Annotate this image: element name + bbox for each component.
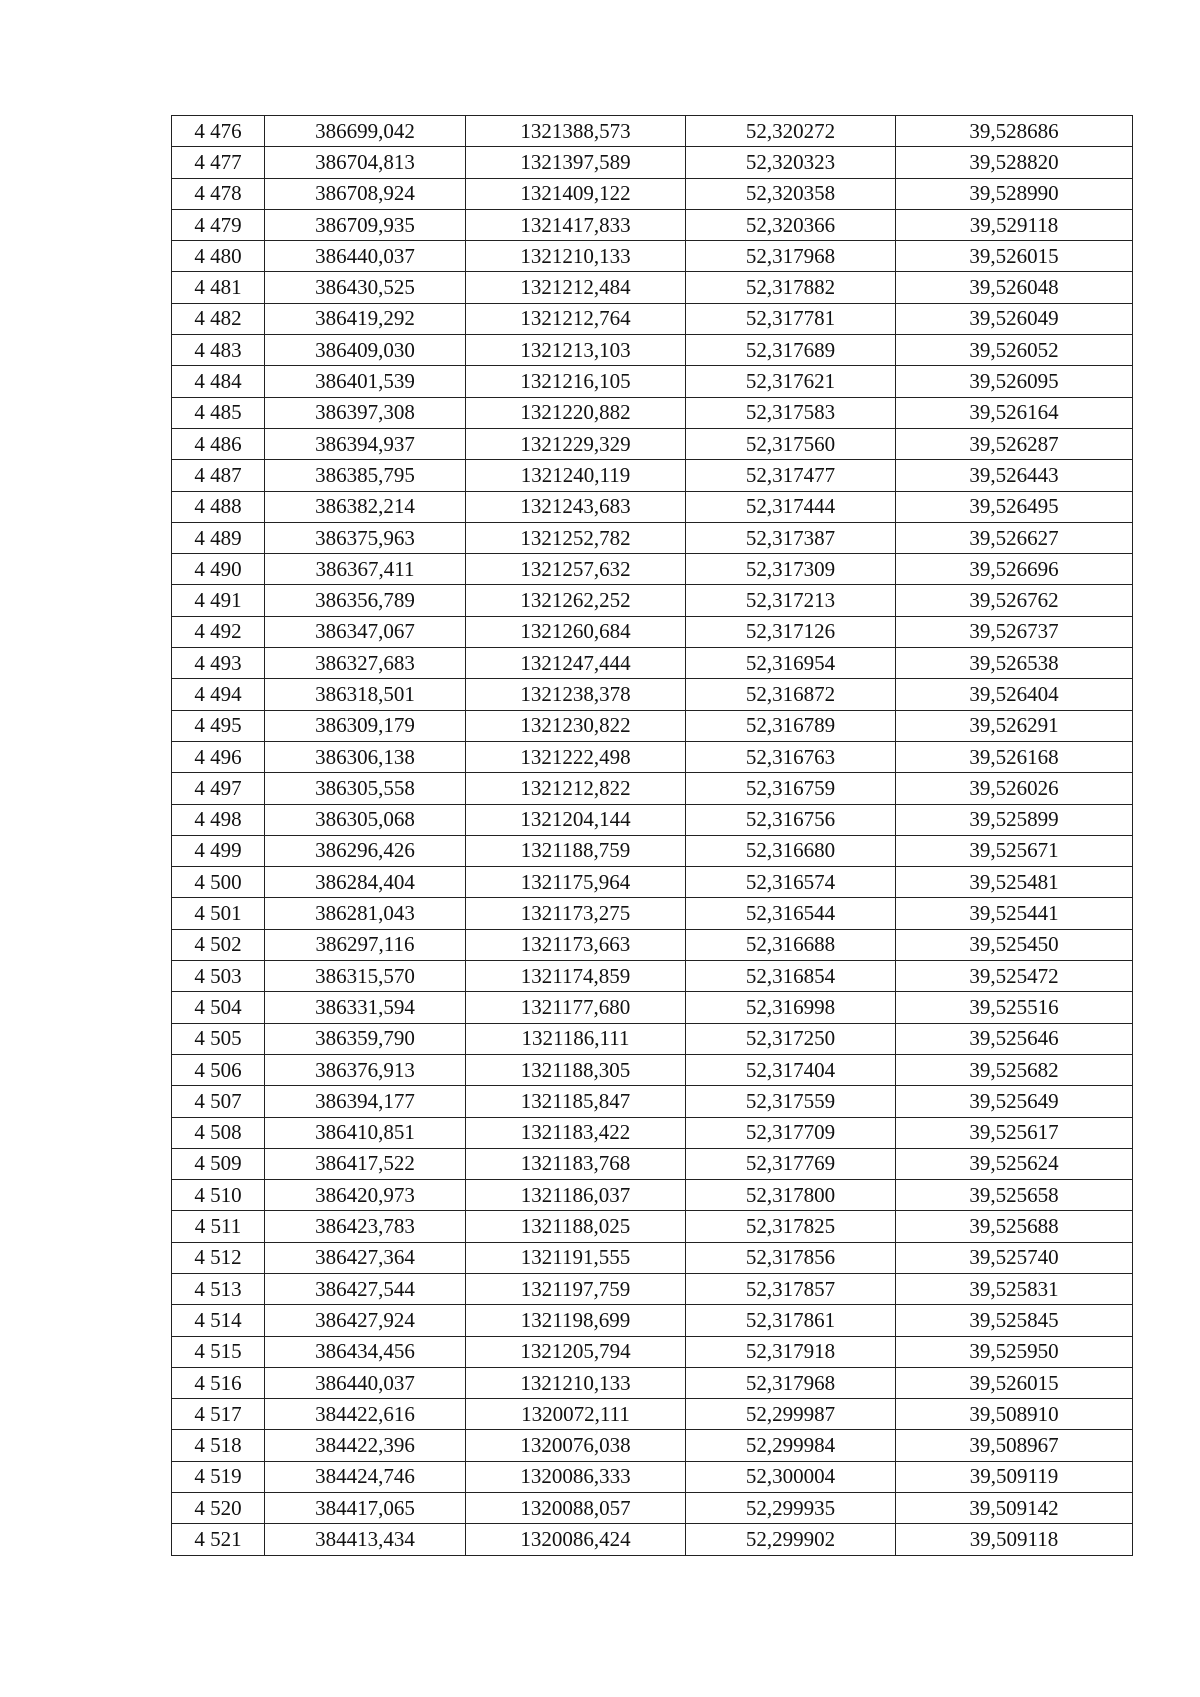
latitude-cell: 52,317689 — [686, 335, 896, 366]
longitude-cell: 39,526443 — [896, 460, 1133, 491]
point-number-cell: 4 510 — [172, 1180, 265, 1211]
longitude-cell: 39,508967 — [896, 1430, 1133, 1461]
x-coordinate-cell: 386356,789 — [265, 585, 466, 616]
longitude-cell: 39,508910 — [896, 1399, 1133, 1430]
longitude-cell: 39,525740 — [896, 1242, 1133, 1273]
longitude-cell: 39,528820 — [896, 147, 1133, 178]
latitude-cell: 52,317968 — [686, 241, 896, 272]
latitude-cell: 52,317882 — [686, 272, 896, 303]
y-coordinate-cell: 1321183,422 — [466, 1117, 686, 1148]
y-coordinate-cell: 1321216,105 — [466, 366, 686, 397]
point-number-cell: 4 491 — [172, 585, 265, 616]
longitude-cell: 39,525624 — [896, 1148, 1133, 1179]
latitude-cell: 52,317968 — [686, 1367, 896, 1398]
latitude-cell: 52,317559 — [686, 1086, 896, 1117]
longitude-cell: 39,509142 — [896, 1493, 1133, 1524]
y-coordinate-cell: 1321229,329 — [466, 428, 686, 459]
table-row — [172, 1430, 1133, 1461]
x-coordinate-cell: 386409,030 — [265, 335, 466, 366]
x-coordinate-cell: 386440,037 — [265, 241, 466, 272]
latitude-cell: 52,317444 — [686, 491, 896, 522]
longitude-cell: 39,525682 — [896, 1054, 1133, 1085]
table-row — [172, 804, 1133, 835]
y-coordinate-cell: 1320086,333 — [466, 1461, 686, 1492]
longitude-cell: 39,528686 — [896, 116, 1133, 147]
y-coordinate-cell: 1321191,555 — [466, 1242, 686, 1273]
longitude-cell: 39,526052 — [896, 335, 1133, 366]
x-coordinate-cell: 386315,570 — [265, 961, 466, 992]
longitude-cell: 39,525617 — [896, 1117, 1133, 1148]
longitude-cell: 39,526762 — [896, 585, 1133, 616]
y-coordinate-cell: 1321188,759 — [466, 835, 686, 866]
longitude-cell: 39,526404 — [896, 679, 1133, 710]
x-coordinate-cell: 386417,522 — [265, 1148, 466, 1179]
latitude-cell: 52,316680 — [686, 835, 896, 866]
point-number-cell: 4 490 — [172, 554, 265, 585]
y-coordinate-cell: 1321260,684 — [466, 616, 686, 647]
longitude-cell: 39,529118 — [896, 209, 1133, 240]
table-row — [172, 585, 1133, 616]
longitude-cell: 39,526026 — [896, 773, 1133, 804]
y-coordinate-cell: 1321188,305 — [466, 1054, 686, 1085]
latitude-cell: 52,317800 — [686, 1180, 896, 1211]
table-row — [172, 554, 1133, 585]
y-coordinate-cell: 1321220,882 — [466, 397, 686, 428]
longitude-cell: 39,526495 — [896, 491, 1133, 522]
x-coordinate-cell: 384422,616 — [265, 1399, 466, 1430]
table-row — [172, 460, 1133, 491]
latitude-cell: 52,299987 — [686, 1399, 896, 1430]
longitude-cell: 39,525646 — [896, 1023, 1133, 1054]
x-coordinate-cell: 386427,364 — [265, 1242, 466, 1273]
table-row — [172, 522, 1133, 553]
latitude-cell: 52,316688 — [686, 929, 896, 960]
latitude-cell: 52,316872 — [686, 679, 896, 710]
point-number-cell: 4 488 — [172, 491, 265, 522]
y-coordinate-cell: 1321252,782 — [466, 522, 686, 553]
longitude-cell: 39,525441 — [896, 898, 1133, 929]
y-coordinate-cell: 1321210,133 — [466, 241, 686, 272]
table-row — [172, 366, 1133, 397]
table-row — [172, 1180, 1133, 1211]
x-coordinate-cell: 386347,067 — [265, 616, 466, 647]
point-number-cell: 4 513 — [172, 1273, 265, 1304]
table-row — [172, 491, 1133, 522]
y-coordinate-cell: 1320076,038 — [466, 1430, 686, 1461]
latitude-cell: 52,317250 — [686, 1023, 896, 1054]
latitude-cell: 52,316998 — [686, 992, 896, 1023]
point-number-cell: 4 487 — [172, 460, 265, 491]
table-row — [172, 1524, 1133, 1555]
x-coordinate-cell: 386296,426 — [265, 835, 466, 866]
point-number-cell: 4 486 — [172, 428, 265, 459]
point-number-cell: 4 516 — [172, 1367, 265, 1398]
longitude-cell: 39,525671 — [896, 835, 1133, 866]
latitude-cell: 52,316759 — [686, 773, 896, 804]
x-coordinate-cell: 386394,937 — [265, 428, 466, 459]
point-number-cell: 4 499 — [172, 835, 265, 866]
x-coordinate-cell: 386375,963 — [265, 522, 466, 553]
table-row — [172, 898, 1133, 929]
longitude-cell: 39,509118 — [896, 1524, 1133, 1555]
latitude-cell: 52,320323 — [686, 147, 896, 178]
latitude-cell: 52,317213 — [686, 585, 896, 616]
x-coordinate-cell: 386427,924 — [265, 1305, 466, 1336]
y-coordinate-cell: 1321230,822 — [466, 710, 686, 741]
x-coordinate-cell: 386309,179 — [265, 710, 466, 741]
x-coordinate-cell: 386385,795 — [265, 460, 466, 491]
latitude-cell: 52,316789 — [686, 710, 896, 741]
point-number-cell: 4 508 — [172, 1117, 265, 1148]
table-row — [172, 241, 1133, 272]
y-coordinate-cell: 1321210,133 — [466, 1367, 686, 1398]
latitude-cell: 52,316574 — [686, 867, 896, 898]
y-coordinate-cell: 1321238,378 — [466, 679, 686, 710]
y-coordinate-cell: 1321188,025 — [466, 1211, 686, 1242]
point-number-cell: 4 498 — [172, 804, 265, 835]
x-coordinate-cell: 386420,973 — [265, 1180, 466, 1211]
latitude-cell: 52,317621 — [686, 366, 896, 397]
latitude-cell: 52,316954 — [686, 648, 896, 679]
y-coordinate-cell: 1321213,103 — [466, 335, 686, 366]
x-coordinate-cell: 386410,851 — [265, 1117, 466, 1148]
table-row — [172, 992, 1133, 1023]
longitude-cell: 39,526287 — [896, 428, 1133, 459]
table-row — [172, 147, 1133, 178]
latitude-cell: 52,300004 — [686, 1461, 896, 1492]
table-row — [172, 1399, 1133, 1430]
table-row — [172, 1054, 1133, 1085]
latitude-cell: 52,317857 — [686, 1273, 896, 1304]
point-number-cell: 4 503 — [172, 961, 265, 992]
point-number-cell: 4 521 — [172, 1524, 265, 1555]
table-row — [172, 178, 1133, 209]
longitude-cell: 39,526737 — [896, 616, 1133, 647]
point-number-cell: 4 496 — [172, 741, 265, 772]
y-coordinate-cell: 1320072,111 — [466, 1399, 686, 1430]
latitude-cell: 52,316756 — [686, 804, 896, 835]
latitude-cell: 52,317825 — [686, 1211, 896, 1242]
y-coordinate-cell: 1321173,275 — [466, 898, 686, 929]
latitude-cell: 52,317856 — [686, 1242, 896, 1273]
latitude-cell: 52,317477 — [686, 460, 896, 491]
longitude-cell: 39,509119 — [896, 1461, 1133, 1492]
y-coordinate-cell: 1320086,424 — [466, 1524, 686, 1555]
coordinates-table — [171, 115, 1133, 1556]
table-row — [172, 1023, 1133, 1054]
y-coordinate-cell: 1321222,498 — [466, 741, 686, 772]
y-coordinate-cell: 1321243,683 — [466, 491, 686, 522]
point-number-cell: 4 485 — [172, 397, 265, 428]
latitude-cell: 52,320272 — [686, 116, 896, 147]
latitude-cell: 52,320358 — [686, 178, 896, 209]
x-coordinate-cell: 386419,292 — [265, 303, 466, 334]
x-coordinate-cell: 386284,404 — [265, 867, 466, 898]
longitude-cell: 39,525481 — [896, 867, 1133, 898]
longitude-cell: 39,526696 — [896, 554, 1133, 585]
table-row — [172, 1086, 1133, 1117]
coordinates-table-body — [172, 116, 1133, 1556]
table-row — [172, 1493, 1133, 1524]
x-coordinate-cell: 386401,539 — [265, 366, 466, 397]
x-coordinate-cell: 386281,043 — [265, 898, 466, 929]
table-row — [172, 116, 1133, 147]
y-coordinate-cell: 1321388,573 — [466, 116, 686, 147]
point-number-cell: 4 483 — [172, 335, 265, 366]
x-coordinate-cell: 386359,790 — [265, 1023, 466, 1054]
longitude-cell: 39,525649 — [896, 1086, 1133, 1117]
point-number-cell: 4 500 — [172, 867, 265, 898]
latitude-cell: 52,317769 — [686, 1148, 896, 1179]
point-number-cell: 4 519 — [172, 1461, 265, 1492]
x-coordinate-cell: 386367,411 — [265, 554, 466, 585]
latitude-cell: 52,317918 — [686, 1336, 896, 1367]
x-coordinate-cell: 386305,068 — [265, 804, 466, 835]
point-number-cell: 4 512 — [172, 1242, 265, 1273]
longitude-cell: 39,525450 — [896, 929, 1133, 960]
latitude-cell: 52,320366 — [686, 209, 896, 240]
x-coordinate-cell: 386394,177 — [265, 1086, 466, 1117]
x-coordinate-cell: 386331,594 — [265, 992, 466, 1023]
table-row — [172, 1367, 1133, 1398]
point-number-cell: 4 518 — [172, 1430, 265, 1461]
y-coordinate-cell: 1321175,964 — [466, 867, 686, 898]
x-coordinate-cell: 384417,065 — [265, 1493, 466, 1524]
x-coordinate-cell: 386297,116 — [265, 929, 466, 960]
latitude-cell: 52,317126 — [686, 616, 896, 647]
longitude-cell: 39,526049 — [896, 303, 1133, 334]
table-row — [172, 616, 1133, 647]
table-row — [172, 1211, 1133, 1242]
x-coordinate-cell: 386305,558 — [265, 773, 466, 804]
table-row — [172, 741, 1133, 772]
table-row — [172, 1305, 1133, 1336]
y-coordinate-cell: 1321177,680 — [466, 992, 686, 1023]
table-row — [172, 648, 1133, 679]
point-number-cell: 4 504 — [172, 992, 265, 1023]
x-coordinate-cell: 386382,214 — [265, 491, 466, 522]
y-coordinate-cell: 1321257,632 — [466, 554, 686, 585]
longitude-cell: 39,526164 — [896, 397, 1133, 428]
latitude-cell: 52,317387 — [686, 522, 896, 553]
latitude-cell: 52,317861 — [686, 1305, 896, 1336]
x-coordinate-cell: 386699,042 — [265, 116, 466, 147]
x-coordinate-cell: 386709,935 — [265, 209, 466, 240]
point-number-cell: 4 497 — [172, 773, 265, 804]
point-number-cell: 4 494 — [172, 679, 265, 710]
latitude-cell: 52,317583 — [686, 397, 896, 428]
latitude-cell: 52,299984 — [686, 1430, 896, 1461]
y-coordinate-cell: 1321186,037 — [466, 1180, 686, 1211]
x-coordinate-cell: 384422,396 — [265, 1430, 466, 1461]
latitude-cell: 52,316763 — [686, 741, 896, 772]
point-number-cell: 4 517 — [172, 1399, 265, 1430]
latitude-cell: 52,316544 — [686, 898, 896, 929]
table-row — [172, 710, 1133, 741]
x-coordinate-cell: 386327,683 — [265, 648, 466, 679]
longitude-cell: 39,526291 — [896, 710, 1133, 741]
longitude-cell: 39,525658 — [896, 1180, 1133, 1211]
x-coordinate-cell: 386306,138 — [265, 741, 466, 772]
latitude-cell: 52,317560 — [686, 428, 896, 459]
x-coordinate-cell: 386434,456 — [265, 1336, 466, 1367]
y-coordinate-cell: 1321417,833 — [466, 209, 686, 240]
longitude-cell: 39,525472 — [896, 961, 1133, 992]
y-coordinate-cell: 1321204,144 — [466, 804, 686, 835]
point-number-cell: 4 502 — [172, 929, 265, 960]
point-number-cell: 4 505 — [172, 1023, 265, 1054]
table-row — [172, 1461, 1133, 1492]
y-coordinate-cell: 1321173,663 — [466, 929, 686, 960]
x-coordinate-cell: 386440,037 — [265, 1367, 466, 1398]
table-row — [172, 1273, 1133, 1304]
x-coordinate-cell: 386704,813 — [265, 147, 466, 178]
y-coordinate-cell: 1321212,822 — [466, 773, 686, 804]
point-number-cell: 4 511 — [172, 1211, 265, 1242]
latitude-cell: 52,317309 — [686, 554, 896, 585]
y-coordinate-cell: 1321174,859 — [466, 961, 686, 992]
table-row — [172, 835, 1133, 866]
point-number-cell: 4 478 — [172, 178, 265, 209]
x-coordinate-cell: 384424,746 — [265, 1461, 466, 1492]
table-row — [172, 961, 1133, 992]
y-coordinate-cell: 1321212,764 — [466, 303, 686, 334]
longitude-cell: 39,526538 — [896, 648, 1133, 679]
y-coordinate-cell: 1320088,057 — [466, 1493, 686, 1524]
point-number-cell: 4 501 — [172, 898, 265, 929]
y-coordinate-cell: 1321205,794 — [466, 1336, 686, 1367]
point-number-cell: 4 489 — [172, 522, 265, 553]
longitude-cell: 39,525845 — [896, 1305, 1133, 1336]
y-coordinate-cell: 1321397,589 — [466, 147, 686, 178]
table-row — [172, 1336, 1133, 1367]
point-number-cell: 4 506 — [172, 1054, 265, 1085]
longitude-cell: 39,526627 — [896, 522, 1133, 553]
table-row — [172, 303, 1133, 334]
table-row — [172, 1242, 1133, 1273]
latitude-cell: 52,317781 — [686, 303, 896, 334]
y-coordinate-cell: 1321247,444 — [466, 648, 686, 679]
table-row — [172, 1117, 1133, 1148]
table-row — [172, 272, 1133, 303]
point-number-cell: 4 477 — [172, 147, 265, 178]
longitude-cell: 39,528990 — [896, 178, 1133, 209]
longitude-cell: 39,526095 — [896, 366, 1133, 397]
point-number-cell: 4 479 — [172, 209, 265, 240]
table-row — [172, 929, 1133, 960]
y-coordinate-cell: 1321240,119 — [466, 460, 686, 491]
table-row — [172, 428, 1133, 459]
x-coordinate-cell: 386318,501 — [265, 679, 466, 710]
table-row — [172, 397, 1133, 428]
latitude-cell: 52,299902 — [686, 1524, 896, 1555]
point-number-cell: 4 514 — [172, 1305, 265, 1336]
x-coordinate-cell: 386430,525 — [265, 272, 466, 303]
table-row — [172, 335, 1133, 366]
x-coordinate-cell: 386397,308 — [265, 397, 466, 428]
point-number-cell: 4 507 — [172, 1086, 265, 1117]
y-coordinate-cell: 1321197,759 — [466, 1273, 686, 1304]
table-row — [172, 1148, 1133, 1179]
longitude-cell: 39,526015 — [896, 241, 1133, 272]
point-number-cell: 4 495 — [172, 710, 265, 741]
longitude-cell: 39,525831 — [896, 1273, 1133, 1304]
latitude-cell: 52,316854 — [686, 961, 896, 992]
latitude-cell: 52,317404 — [686, 1054, 896, 1085]
longitude-cell: 39,526168 — [896, 741, 1133, 772]
y-coordinate-cell: 1321198,699 — [466, 1305, 686, 1336]
point-number-cell: 4 482 — [172, 303, 265, 334]
y-coordinate-cell: 1321186,111 — [466, 1023, 686, 1054]
x-coordinate-cell: 384413,434 — [265, 1524, 466, 1555]
longitude-cell: 39,526048 — [896, 272, 1133, 303]
point-number-cell: 4 484 — [172, 366, 265, 397]
latitude-cell: 52,299935 — [686, 1493, 896, 1524]
longitude-cell: 39,526015 — [896, 1367, 1133, 1398]
point-number-cell: 4 493 — [172, 648, 265, 679]
point-number-cell: 4 509 — [172, 1148, 265, 1179]
y-coordinate-cell: 1321212,484 — [466, 272, 686, 303]
table-row — [172, 773, 1133, 804]
longitude-cell: 39,525688 — [896, 1211, 1133, 1242]
longitude-cell: 39,525950 — [896, 1336, 1133, 1367]
point-number-cell: 4 492 — [172, 616, 265, 647]
y-coordinate-cell: 1321409,122 — [466, 178, 686, 209]
point-number-cell: 4 481 — [172, 272, 265, 303]
x-coordinate-cell: 386427,544 — [265, 1273, 466, 1304]
latitude-cell: 52,317709 — [686, 1117, 896, 1148]
longitude-cell: 39,525516 — [896, 992, 1133, 1023]
x-coordinate-cell: 386708,924 — [265, 178, 466, 209]
point-number-cell: 4 476 — [172, 116, 265, 147]
y-coordinate-cell: 1321185,847 — [466, 1086, 686, 1117]
y-coordinate-cell: 1321262,252 — [466, 585, 686, 616]
point-number-cell: 4 480 — [172, 241, 265, 272]
longitude-cell: 39,525899 — [896, 804, 1133, 835]
x-coordinate-cell: 386423,783 — [265, 1211, 466, 1242]
table-row — [172, 679, 1133, 710]
y-coordinate-cell: 1321183,768 — [466, 1148, 686, 1179]
table-row — [172, 209, 1133, 240]
table-row — [172, 867, 1133, 898]
point-number-cell: 4 520 — [172, 1493, 265, 1524]
point-number-cell: 4 515 — [172, 1336, 265, 1367]
x-coordinate-cell: 386376,913 — [265, 1054, 466, 1085]
